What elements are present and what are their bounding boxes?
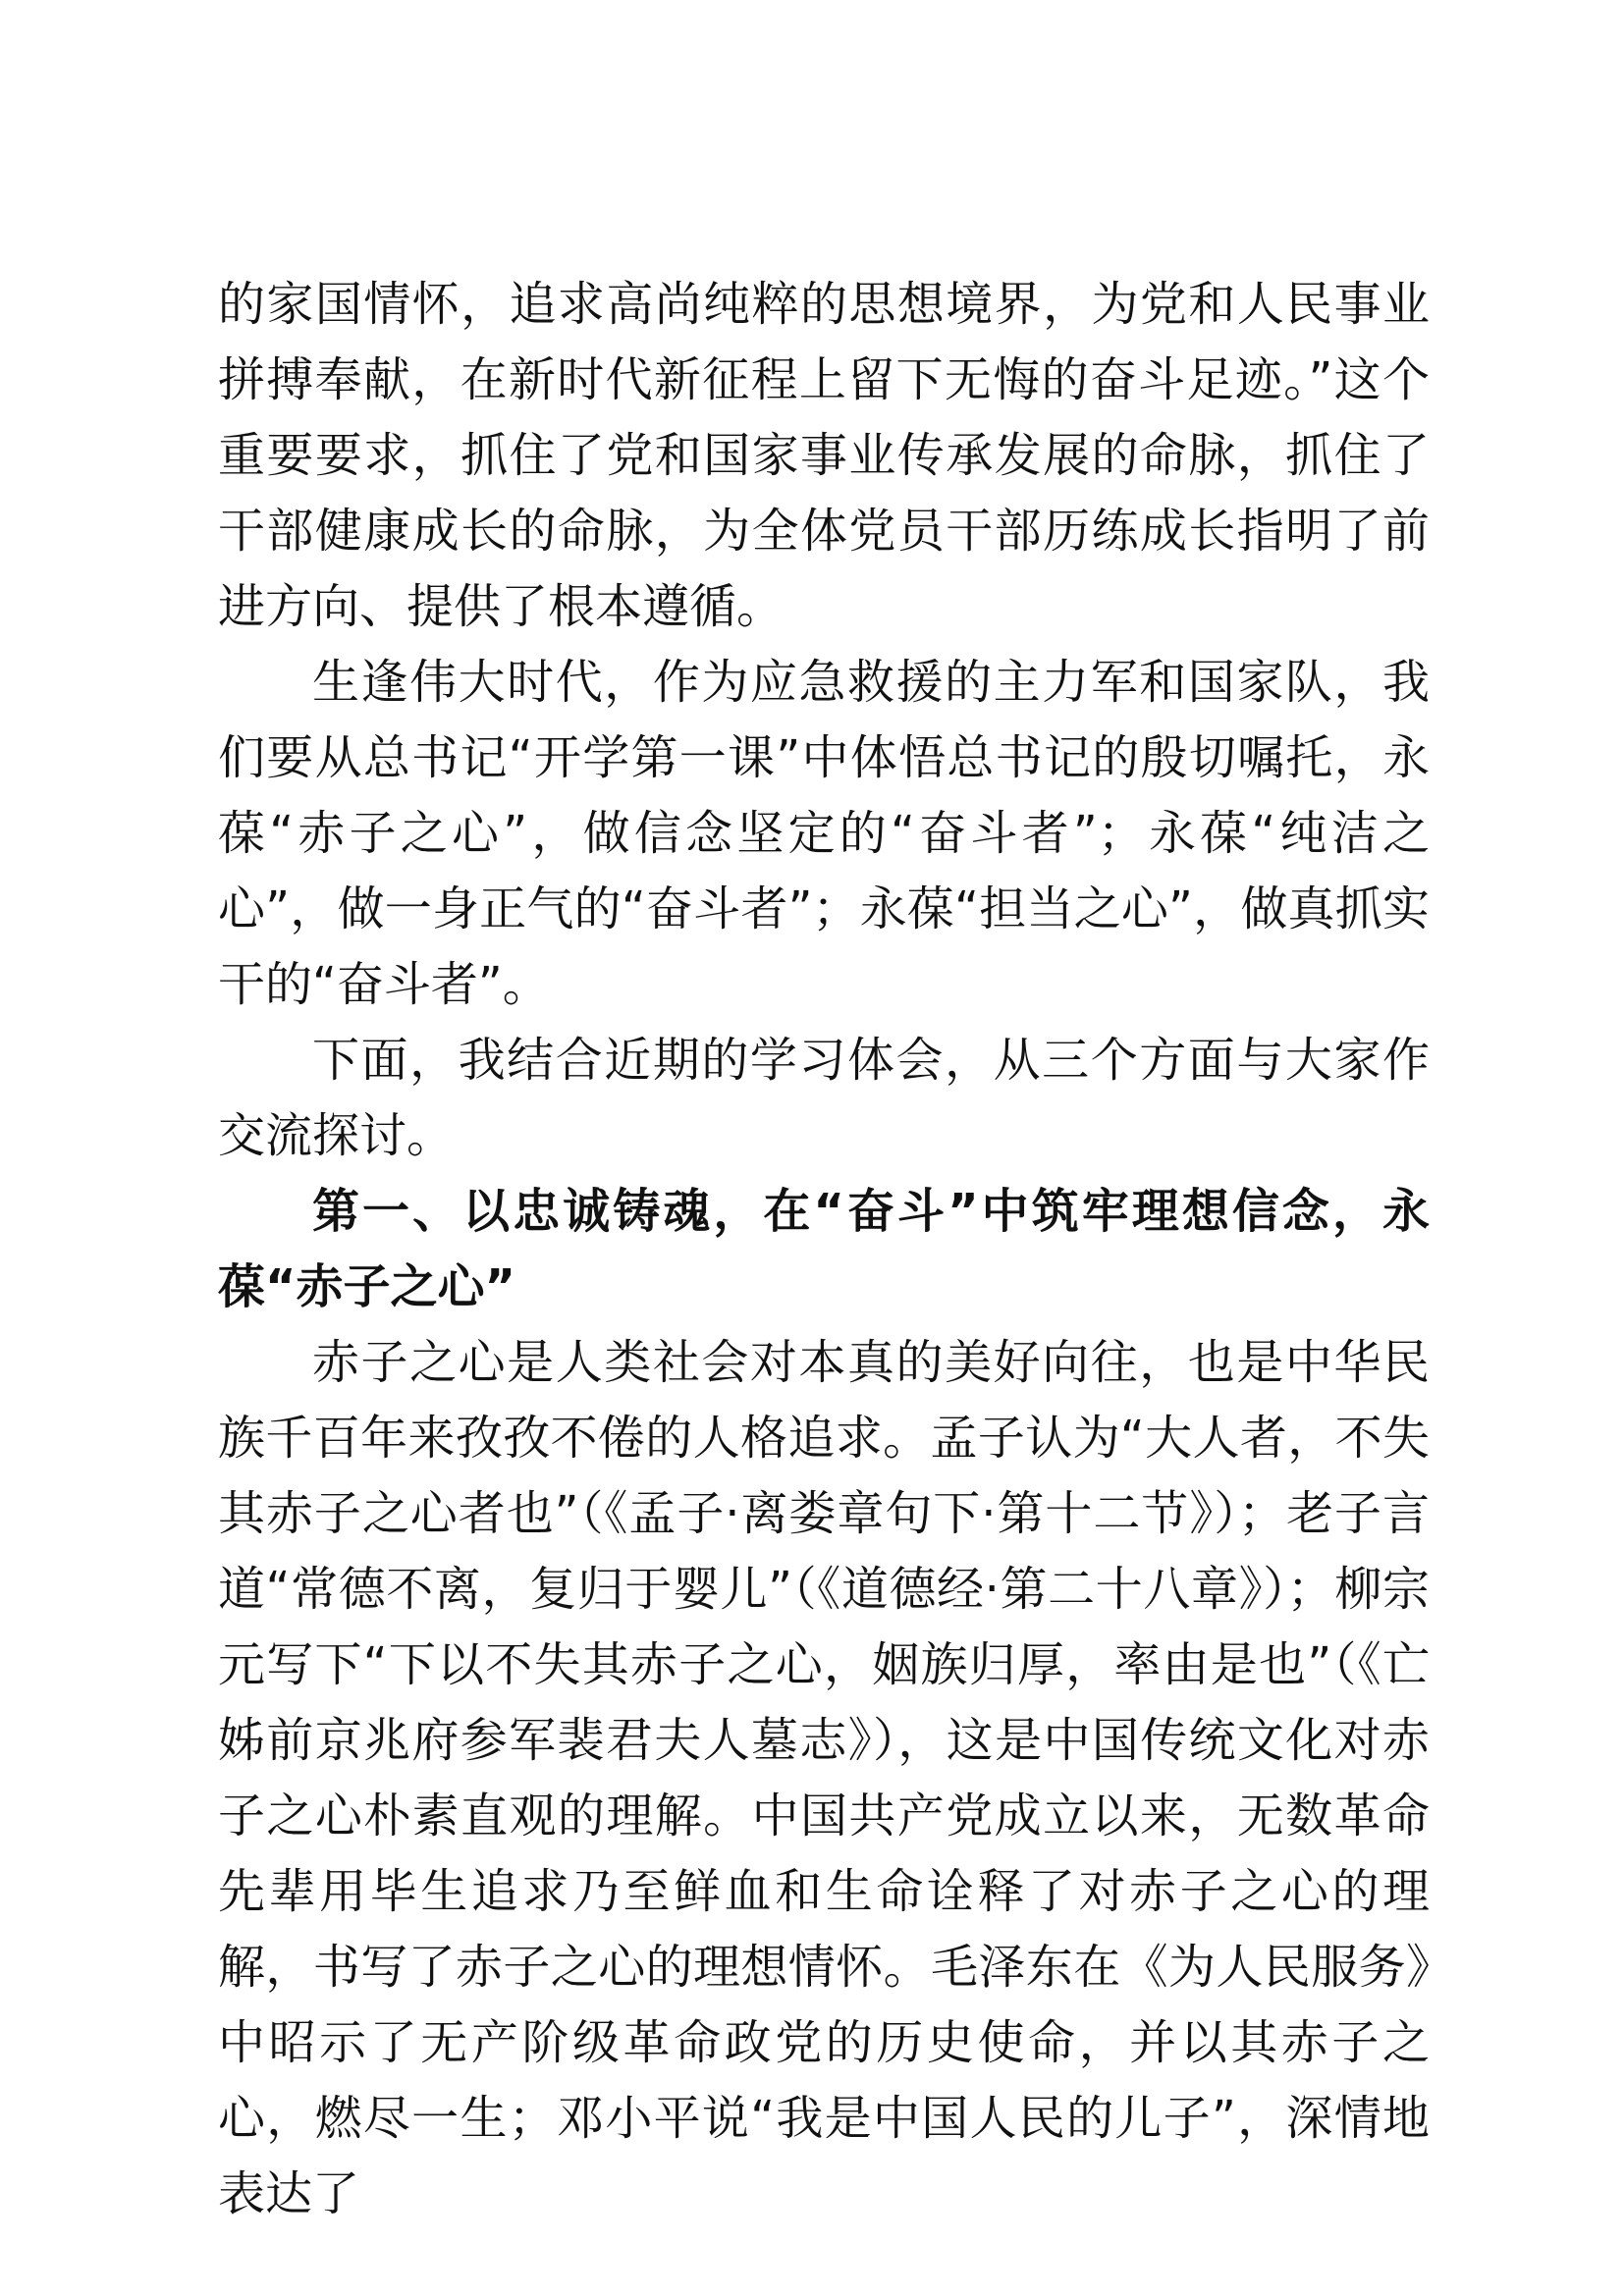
- section-heading-1: 第一、以忠诚铸魂，在“奋斗”中筑牢理想信念，永葆“赤子之心”: [218, 1184, 1430, 1314]
- document-page: [218, 267, 1430, 2232]
- paragraph-continuation: 的家国情怀，追求高尚纯粹的思想境界，为党和人民事业拼搏奉献，在新时代新征程上留下无悔的奋斗足迹。”这个重要要求，抓住了党和国家事业传承发展的命脉，抓住了干部健康成长的命脉，为全体党员干部历练成长指明了前进方向、提供了根本遵循。: [218, 277, 1430, 634]
- paragraph-chizi-zhixin: 赤子之心是人类社会对本真的美好向往，也是中华民族千百年来孜孜不倦的人格追求。孟子认为“大人者，不失其赤子之心者也”（《孟子·离娄章句下·第十二节》）；老子言道“常德不离，复归于婴儿”（《道德经·第二十八章》）；柳宗元写下“下以不失其赤子之心，姻族归厚，率由是也”（《亡姊前京兆府参军裴君夫人墓志》），这是中国传统文化对赤子之心朴素直观的理解。中国共产党成立以来，无数革命先辈用毕生追求乃至鲜血和生命诠释了对赤子之心的理解，书写了赤子之心的理想情怀。毛泽东在《为人民服务》中昭示了无产阶级革命政党的历史使命，并以其赤子之心，燃尽一生；邓小平说“我是中国人民的儿子”，深情地表达了: [218, 1335, 1430, 2221]
- paragraph-intro: 下面，我结合近期的学习体会，从三个方面与大家作交流探讨。: [218, 1033, 1430, 1163]
- paragraph-era-statement: 生逢伟大时代，作为应急救援的主力军和国家队，我们要从总书记“开学第一课”中体悟总书记的殷切嘱托，永葆“赤子之心”，做信念坚定的“奋斗者”；永葆“纯洁之心”，做一身正气的“奋斗者”；永葆“担当之心”，做真抓实干的“奋斗者”。: [218, 655, 1430, 1012]
